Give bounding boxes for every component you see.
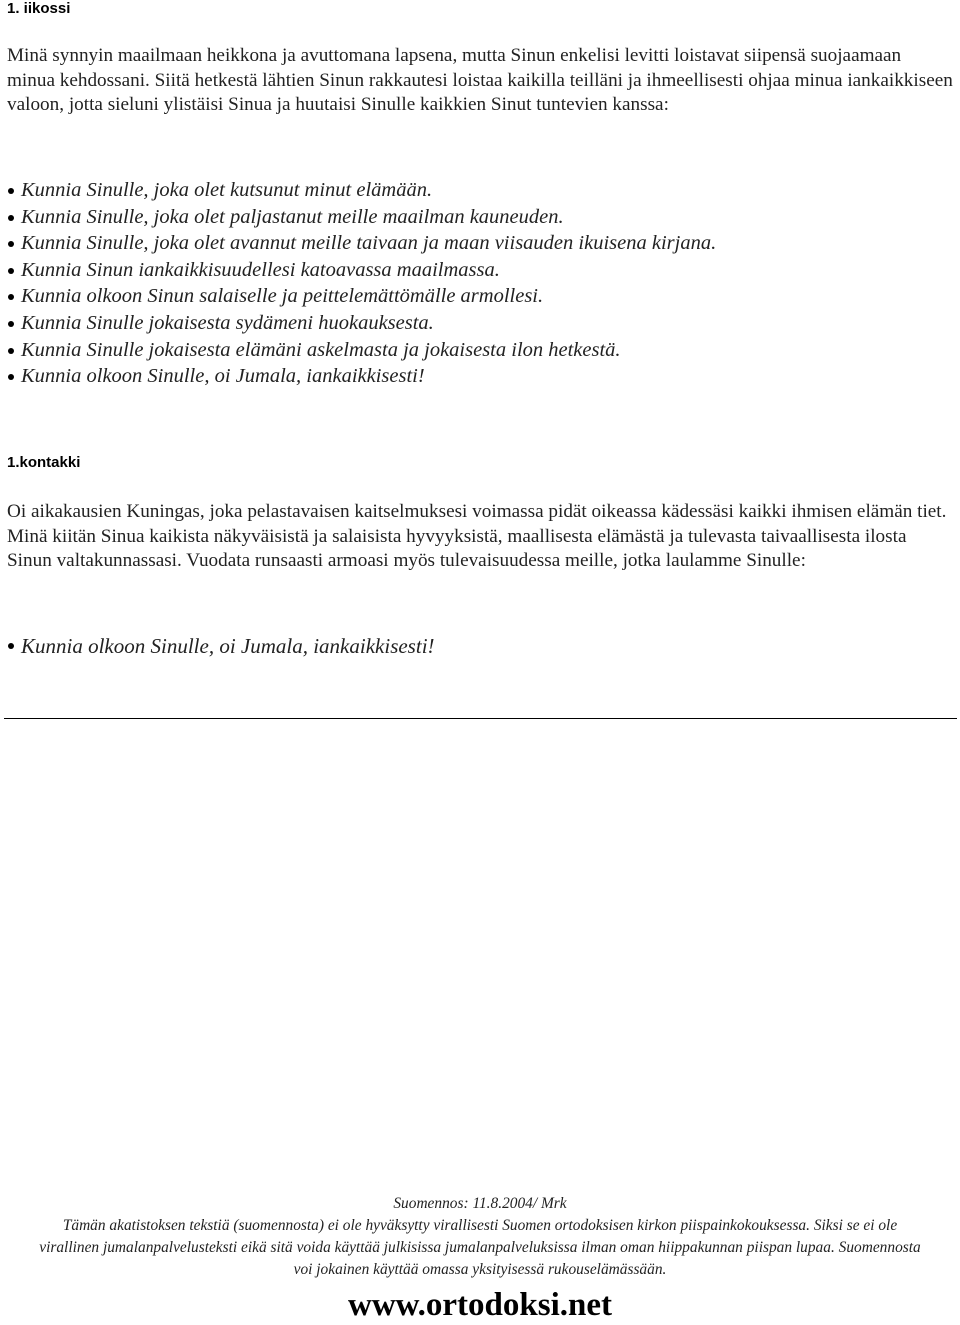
footer-note xyxy=(0,1193,960,1281)
kontakki-paragraph: Oi aikakausien Kuningas, joka pelastavaisen kaitselmuksesi voimassa pidät oikeassa kädessäsi kaikki ihmisen elämän tiet. Minä kiitän Sinua kaikista näkyväisistä ja salaisista hyvyyksistä, maallisesta elämästä ja tulevasta taivaallisesta ilosta Sinun valtakunnassasi. Vuodata runsaasti armoasi myös tulevaisuudessa meille, jotka laulamme Sinulle: xyxy=(7,501,947,571)
verse-item: Kunnia Sinulle, joka olet avannut meille taivaan ja maan viisauden ikuisena kirjana. xyxy=(7,230,716,257)
verse-item: Kunnia olkoon Sinulle, oi Jumala, iankaikkisesti! xyxy=(7,363,716,390)
disclaimer-line: voi jokainen käyttää omassa yksityisessä rukouselämässään. xyxy=(293,1261,667,1278)
verse-item: Kunnia Sinulle jokaisesta elämäni askelmasta ja jokaisesta ilon hetkestä. xyxy=(7,337,716,364)
disclaimer-line: virallinen jumalanpalvelusteksti eikä sitä voida käyttää julkisissa jumalanpalveluksissa ilman oman hiippakunnan piispan lupaa. Suomennosta xyxy=(39,1239,921,1256)
verse-item: Kunnia Sinulle jokaisesta sydämeni huokauksesta. xyxy=(7,310,716,337)
divider-line xyxy=(4,718,957,719)
verse-item: Kunnia olkoon Sinun salaiselle ja peittelemättömälle armollesi. xyxy=(7,283,716,310)
verse-item: Kunnia Sinun iankaikkisuudellesi katoavassa maailmassa. xyxy=(7,257,716,284)
iikossi-paragraph: Minä synnyin maailmaan heikkona ja avuttomana lapsena, mutta Sinun enkelisi levitti loistavat siipensä suojaamaan minua kehdossani. Siitä hetkestä lähtien Sinun rakkautesi loistaa kaikilla teilläni ja ihmeellisesti ohjaa minua iankaikkiseen valoon, jotta sieluni ylistäisi Sinua ja huutaisi Sinulle kaikkien Sinut tuntevien kanssa: xyxy=(7,45,953,115)
section-heading-kontakki: 1.kontakki xyxy=(7,454,81,471)
section-heading-iikossi: 1. iikossi xyxy=(7,0,71,17)
verse-item: Kunnia Sinulle, joka olet kutsunut minut elämään. xyxy=(7,177,716,204)
verse-item: Kunnia olkoon Sinulle, oi Jumala, iankaikkisesti! xyxy=(7,632,435,660)
disclaimer-line: Tämän akatistoksen tekstiä (suomennosta) ei ole hyväksytty virallisesti Suomen ortodoksisen kirkon piispainkokouksessa. Siksi se ei ole xyxy=(62,1217,898,1234)
iikossi-verse-list xyxy=(7,177,716,390)
verse-item: Kunnia Sinulle, joka olet paljastanut meille maailman kauneuden. xyxy=(7,204,716,231)
kontakki-verse-list xyxy=(7,632,435,660)
translation-note: Suomennos: 11.8.2004/ Mrk xyxy=(393,1195,567,1212)
website-link[interactable]: www.ortodoksi.net xyxy=(347,1287,613,1323)
